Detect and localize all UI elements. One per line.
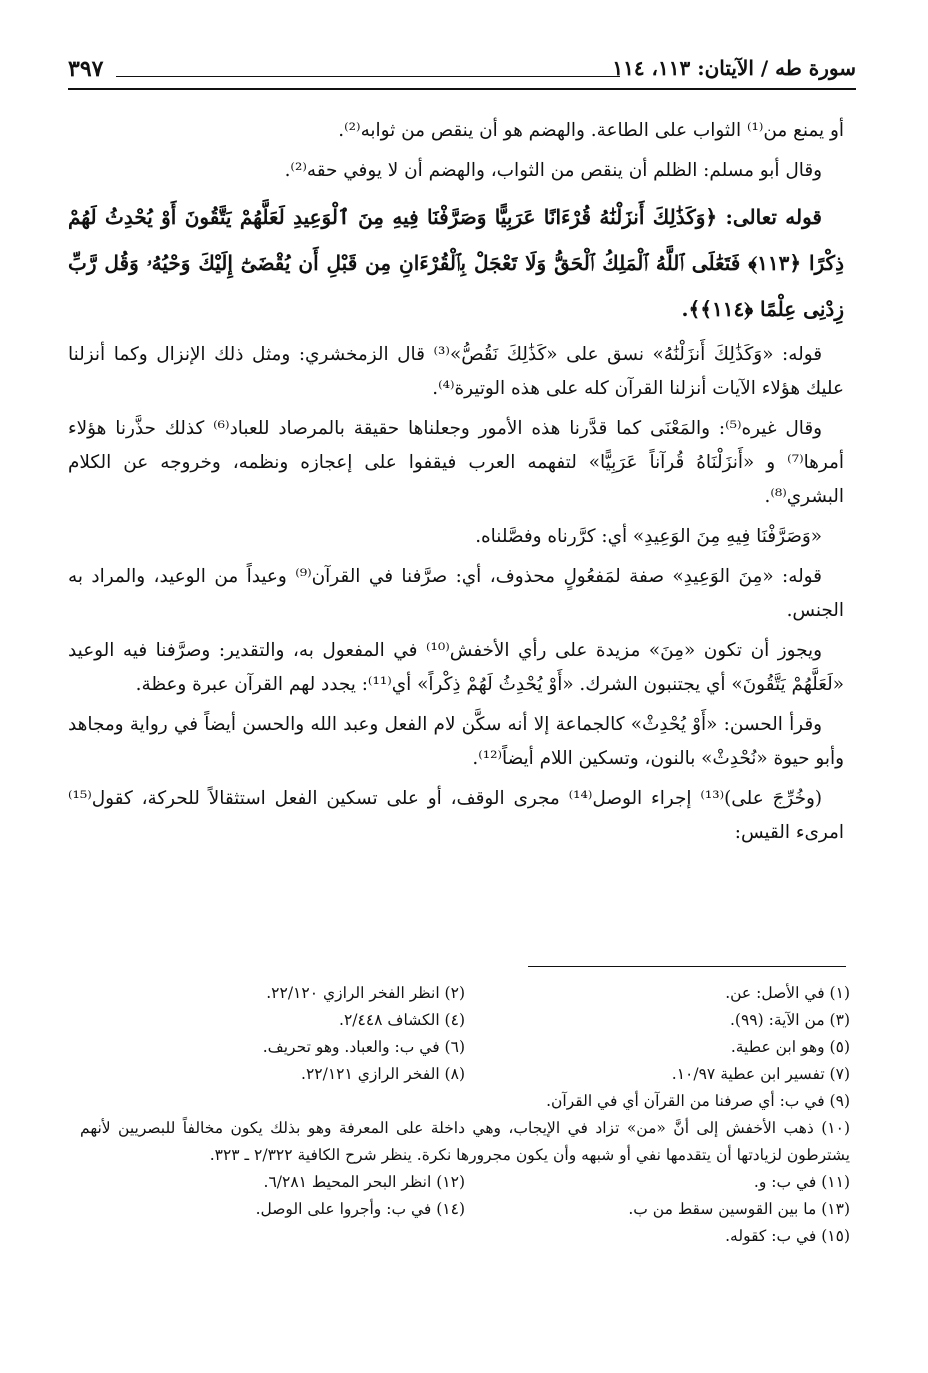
header-rule: [116, 76, 620, 77]
paragraph: قوله: «مِنَ الوَعِيدِ» صفة لمَفعُولٍ محذوف، أي: صرَّفنا في القرآن⁽⁹⁾ وعيداً من الوعيد، والمراد به الجنس.: [68, 566, 844, 621]
footnote: (١٤) في ب: وأجروا على الوصل.: [255, 1200, 465, 1218]
footnote: (١٠) ذهب الأخفش إلى أنَّ «من» تزاد في الإيجاب، وهي داخلة على المعرفة وهو بذلك يكون مخالفاً للبصريين لأنهم يشترطون لزيادتها أن يتقدمها نفي أو شبهه وأن يكون مجرورها نكرة. ينظر شرح الكافية ٢/٣٢٢ ـ ٣٢٣.: [80, 1119, 850, 1164]
paragraph: «وَصَرَّفْنَا فِيهِ مِنَ الوَعِيدِ» أي: كرَّرناه وفصَّلناه.: [475, 526, 822, 547]
footnote: (٨) الفخر الرازي ٢٢/١٢١.: [301, 1065, 465, 1083]
footnote: (١٢) انظر البحر المحيط ٦/٢٨١.: [263, 1173, 465, 1191]
paragraph: وقرأ الحسن: «أَوْ يُحْدِثْ» كالجماعة إلا أنه سكَّن لام الفعل وعبد الله والحسن أيضاً في رواية ومجاهد وأبو حيوة «نُحْدِثْ» بالنون، وتسكين اللام أيضاً⁽¹²⁾.: [68, 714, 844, 769]
footnote: (٥) وهو ابن عطية.: [730, 1038, 850, 1056]
paragraph: وقال غيره⁽⁵⁾: والمَعْنَى كما قدَّرنا هذه الأمور وجعلناها حقيقة بالمرصاد للعباد⁽⁶⁾ كذلك حذَّرنا هؤلاء أمرها⁽⁷⁾ و «أَنزَلْنَاهُ قُرآناً عَرَبِيًّا» لتفهمه العرب فيقفوا على إعجازه ونظمه، وخروجه عن الكلام البشري⁽⁸⁾.: [68, 418, 844, 507]
footnote-rule: [528, 966, 846, 967]
footnote: (٢) انظر الفخر الرازي ٢٢/١٢٠.: [266, 984, 465, 1002]
footnotes: [80, 980, 850, 1250]
footnote: (٤) الكشاف ٢/٤٤٨.: [339, 1011, 465, 1029]
footnote-row: [80, 1169, 850, 1196]
header-bottom-rule: [68, 88, 856, 90]
paragraph: قوله: «وَكَذَٰلِكَ أَنزَلْنَٰهُ» نسق على «كَذَٰلِكَ نَقُصُّ»⁽³⁾ قال الزمخشري: ومثل ذلك الإنزال وكما أنزلنا عليك هؤلاء الآيات أنزلنا القرآن كله على هذه الوتيرة⁽⁴⁾.: [68, 344, 844, 399]
footnote: (١) في الأصل: عن.: [725, 984, 850, 1002]
paragraph: وقال أبو مسلم: الظلم أن ينقص من الثواب، والهضم أن لا يوفي حقه⁽²⁾.: [284, 160, 822, 181]
footnote: (٧) تفسير ابن عطية ١٠/٩٧.: [671, 1065, 850, 1083]
page-number: ٣٩٧: [68, 56, 104, 82]
running-title: سورة طه / الآيتان: ١١٣، ١١٤: [612, 56, 856, 80]
footnote-row: [80, 1196, 850, 1223]
quran-verse: قوله تعالى: ﴿وَكَذَٰلِكَ أَنزَلْنَٰهُ قُرْءَانًا عَرَبِيًّا وَصَرَّفْنَا فِيهِ مِنَ ٱلْوَعِيدِ لَعَلَّهُمْ يَتَّقُونَ أَوْ يُحْدِثُ لَهُمْ ذِكْرًا ﴿١١٣﴾ فَتَعَٰلَى ٱللَّهُ ٱلْمَلِكُ ٱلْحَقُّ وَلَا تَعْجَلْ بِٱلْقُرْءَانِ مِن قَبْلِ أَن يُقْضَىٰٓ إِلَيْكَ وَحْيُهُۥ وَقُل رَّبِّ زِدْنِى عِلْمًا ﴿١١٤﴾﴾.: [68, 205, 844, 321]
footnote-row: [80, 1034, 850, 1061]
footnote-row: [80, 1007, 850, 1034]
footnote: (٩) في ب: أي صرفنا من القرآن أي في القرآن.: [546, 1092, 850, 1110]
footnote: (١١) في ب: و.: [753, 1173, 850, 1191]
paragraph: أو يمنع من⁽¹⁾ الثواب على الطاعة. والهضم هو أن ينقص من ثوابه⁽²⁾.: [338, 120, 844, 141]
footnote: (٣) من الآية: (٩٩).: [729, 1011, 850, 1029]
footnote: (١٣) ما بين القوسين سقط من ب.: [628, 1200, 850, 1218]
footnote-row: [80, 1061, 850, 1088]
paragraph: ويجوز أن تكون «مِنَ» مزيدة على رأي الأخفش⁽¹⁰⁾ في المفعول به، والتقدير: وصرَّفنا فيه الوعيد «لَعَلَّهُمْ يَتَّقُونَ» أي يجتنبون الشرك. «أَوْ يُحْدِثُ لَهُمْ ذِكْراً» أي⁽¹¹⁾: يجدد لهم القرآن عبرة وعظة.: [68, 640, 844, 695]
footnote-row: [80, 980, 850, 1007]
footnote: (٦) في ب: والعباد. وهو تحريف.: [262, 1038, 465, 1056]
main-text: [68, 114, 844, 856]
footnote: (١٥) في ب: كقوله.: [725, 1227, 850, 1245]
page-header: [68, 48, 856, 88]
paragraph: (وخُرِّجَ على)⁽¹³⁾ إجراء الوصل⁽¹⁴⁾ مجرى الوقف، أو على تسكين الفعل استثقالاً للحركة، كقول⁽¹⁵⁾ امرىء القيس:: [68, 788, 844, 843]
